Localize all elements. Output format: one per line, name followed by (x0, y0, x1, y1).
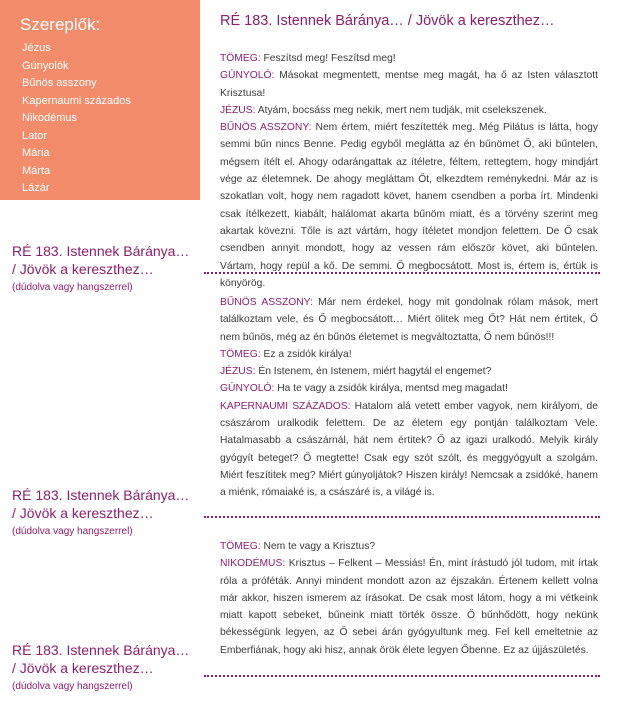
song-cue-title-line2: / Jövök a kereszthez… (12, 505, 154, 521)
dialogue-line (220, 50, 598, 67)
dialogue-line (220, 67, 598, 102)
dialogue-line (220, 398, 598, 502)
cast-item: Márta (22, 164, 51, 177)
dialogue-line (220, 346, 598, 363)
dialogue-text: Feszítsd meg! Feszítsd meg! (260, 53, 396, 64)
song-cue-title-line1: RÉ 183. Istennek Báránya… (12, 243, 190, 259)
dialogue-text: Nem te vagy a Krisztus? (260, 541, 376, 552)
dialogue-line (220, 538, 598, 555)
song-cue-1 (12, 242, 202, 295)
speaker-label: BŰNÖS ASSZONY: (220, 297, 313, 308)
cast-item: Nikodémus (22, 112, 78, 124)
dialogue-section-2 (220, 294, 598, 502)
cast-title: Szereplők: (20, 15, 101, 34)
cast-item: Mária (22, 147, 50, 159)
cast-item: Jézus (22, 42, 51, 54)
cast-item: Bűnös asszony (22, 77, 97, 89)
song-cue-3 (12, 641, 202, 694)
song-cue-note: (dúdolva vagy hangszerrel) (12, 526, 133, 537)
dialogue-text: Ez a zsidók királya! (260, 348, 352, 360)
dialogue-line (220, 555, 598, 659)
dialogue-text: Krisztus – Felkent – Messiás! Én, mint írástudó jól tudom, mit írtak róla a próféták. Annyi mindent mondott azon az éjszakán. Értenem kellett volna már akkor, hiszen ismerem az írásokat. De csak most látom, hogy a mi vétkeink miatt kapott sebeket, bűneink miatt törték össze. Ő bűnhődött, hogy nekünk békességünk legyen, az Ő sebei árán gyógyultunk meg. Fel kell emeltetnie az Emberfiának, hogy aki hisz, annak örök élete legyen Őbenne. Ez az újjászületés. (220, 558, 598, 656)
cast-item: Lázár (22, 182, 50, 194)
dialogue-text: Már nem érdekel, hogy mit gondolnak rólam mások, mert találkoztam vele, és Ő megbocsátott… Miért ölitek meg Őt? Hát nem értitek, Ő nem bűnös, még az én bűnös életemet is megváltoztatta, Ő nem bűnös!!! (220, 297, 598, 343)
speaker-label: TÖMEG: (220, 348, 261, 360)
section-divider (204, 675, 600, 677)
song-cue-title-line1: RÉ 183. Istennek Báránya… (12, 642, 190, 658)
dialogue-text: Nem értem, miért feszítették meg. Még Pilátus is látta, hogy semmi bűn nincs Benne. Pedig egyből meglátta az én bűnömet Ő, aki bűntelen, mégsem ítélt el. Ahogy odarángattak az ítéletre, féltem, rettegtem, hogy mindjárt vége az életemnek. De ahogy megláttam Őt, elkezdtem reménykedni. Már az is szokatlan volt, hogy nem ragadott követ, hanem csendben a porba írt. Mindenki csak ítélkezett, kiabált, halálomat akarta bűnöm miatt, és a törvény szerint meg akartak kövezni. Tőle is azt vártám, hogy ítéletet mondjon felettem. De Ő csak csendben annyit mondott, hogy az vessen rám először követ, aki bűntelen. Vártam, hogy repül a kő. De semmi. Ő megbocsátott. Most is, értem is, értük is könyörög. (220, 122, 598, 289)
song-cue-note: (dúdolva vagy hangszerrel) (12, 681, 133, 692)
song-cue-title-line2: / Jövök a kereszthez… (12, 660, 154, 676)
dialogue-section-1 (220, 50, 598, 292)
speaker-label: BŰNÖS ASSZONY: (220, 122, 312, 134)
dialogue-section-3 (220, 538, 598, 659)
section-divider (204, 516, 600, 518)
speaker-label: GÚNYOLÓ: (220, 383, 275, 395)
speaker-label: GÚNYOLÓ: (220, 70, 275, 82)
song-cue-note: (dúdolva vagy hangszerrel) (12, 282, 133, 293)
speaker-label: KAPERNAUMI SZÁZADOS: (220, 400, 351, 412)
dialogue-text: Hatalom alá vetett ember vagyok, nem királyom, de császárom uralkodik felettem. De az életem egy pontján találkoztam Vele. Hatalmasabb a császárnál, hát nem értitek? Ő az igazi uralkodó. Melyik király gyógyít beteget? Ő megtette! Csak egy szót szólt, és meggyógyult a szolgám. Miért feszítitek meg? Miért gúnyoljátok? Hiszen király! Nemcsak a zsidóké, hanem a miénk, rómaiaké is, a császáré is, a világé is. (220, 400, 598, 499)
speaker-label: TÖMEG: (220, 541, 261, 552)
dialogue-line (220, 294, 598, 346)
cast-list-box (0, 0, 200, 200)
main-title: RÉ 183. Istennek Báránya… / Jövök a kereszthez… (220, 13, 555, 29)
section-divider (204, 272, 600, 274)
song-cue-2 (12, 486, 202, 539)
speaker-label: JÉZUS: (220, 366, 256, 378)
dialogue-text: Atyám, bocsáss meg nekik, mert nem tudják, mit cselekszenek. (255, 104, 547, 116)
speaker-label: NIKODÉMUS: (220, 558, 286, 570)
cast-item: Gúnyolók (22, 59, 69, 72)
dialogue-line (220, 102, 598, 119)
dialogue-line (220, 363, 598, 380)
song-cue-title-line1: RÉ 183. Istennek Báránya… (12, 487, 190, 503)
cast-item: Kapernaumi százados (22, 94, 131, 107)
speaker-label: TÖMEG: (220, 53, 261, 64)
dialogue-text: Én Istenem, én Istenem, miért hagytál el engemet? (255, 366, 492, 378)
dialogue-text: Ha te vagy a zsidók királya, mentsd meg magadat! (274, 383, 508, 395)
speaker-label: JÉZUS: (220, 104, 256, 116)
dialogue-line (220, 380, 598, 397)
cast-item: Lator (22, 129, 48, 142)
dialogue-text: Másokat megmentett, mentse meg magát, ha ő az Isten választott Krisztusa! (220, 70, 598, 99)
song-cue-title-line2: / Jövök a kereszthez… (12, 261, 154, 277)
dialogue-line (220, 119, 598, 292)
